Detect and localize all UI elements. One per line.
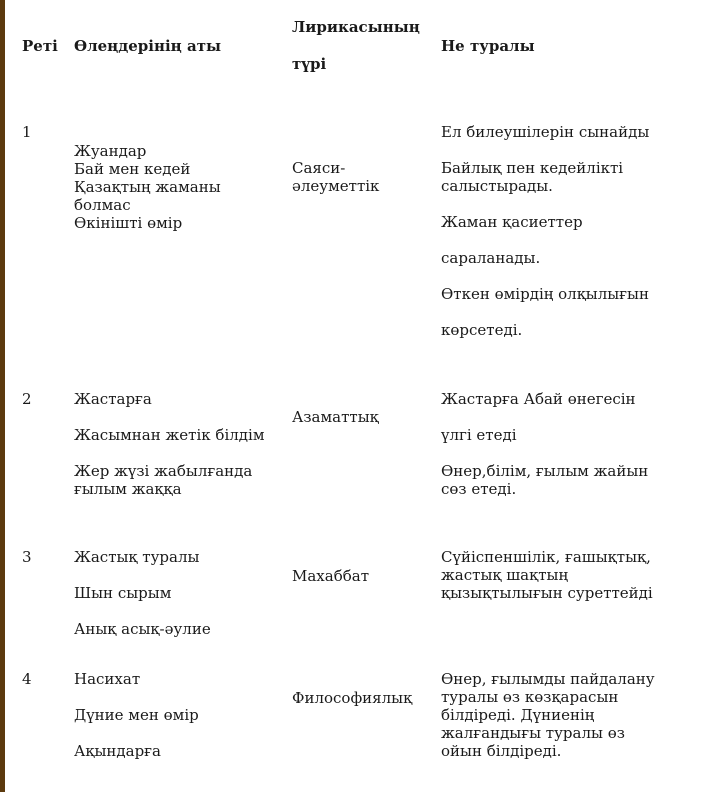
header-type-line1: Лирикасының: [292, 18, 420, 36]
poem-name: Жер жүзі жабылғанда: [74, 462, 253, 480]
about-text: қызықтылығын суреттейді: [441, 584, 653, 602]
row-1-num: 1: [22, 123, 32, 141]
about-text: сөз етеді.: [441, 480, 517, 498]
about-text: білдіреді. Дүниенің: [441, 706, 595, 724]
poem-name: ғылым жаққа: [74, 480, 182, 498]
row-3-about: [441, 548, 653, 602]
row-3-num: 3: [22, 548, 32, 566]
poem-name: Ақындарға: [74, 742, 161, 760]
row-1-names: [74, 142, 221, 232]
about-text: туралы өз көзқарасын: [441, 688, 619, 706]
poem-name: Дүние мен өмір: [74, 706, 199, 724]
row-2-about: [441, 390, 648, 498]
lyric-type: Махаббат: [292, 567, 370, 585]
row-4-about: [441, 670, 655, 760]
about-text: сараланады.: [441, 249, 541, 267]
poem-name: Жасымнан жетік білдім: [74, 426, 265, 444]
header-about: Не туралы: [441, 37, 535, 55]
row-1-type: [292, 159, 379, 195]
about-text: Өнер,білім, ғылым жайын: [441, 462, 649, 480]
about-text: Өткен өмірдің олқылығын: [441, 285, 649, 303]
header-type-line2: түрі: [292, 55, 327, 73]
row-1-about: [441, 123, 649, 339]
row-3-names: [74, 548, 211, 638]
row-2-type: [292, 408, 379, 426]
row-2-names: [74, 390, 264, 498]
lyric-type: Философиялық: [292, 689, 413, 707]
lyric-type: әлеуметтік: [292, 177, 380, 195]
header-names: Өлеңдерінің аты: [74, 37, 222, 55]
left-border-bar: [0, 0, 5, 792]
poem-name: Қазақтың жаманы: [74, 178, 221, 196]
poem-name: Жастық туралы: [74, 548, 200, 566]
poem-name: Анық асық-әулие: [74, 620, 211, 638]
poem-name: Насихат: [74, 670, 141, 688]
about-text: үлгі етеді: [441, 426, 517, 444]
row-4-num: 4: [22, 670, 32, 688]
lyric-type: Саяси-: [292, 159, 346, 177]
about-text: Өнер, ғылымды пайдалану: [441, 670, 655, 688]
header-num: Реті: [22, 37, 58, 55]
poem-name: Өкінішті өмір: [74, 214, 183, 232]
about-text: салыстырады.: [441, 177, 553, 195]
about-text: жастық шақтың: [441, 566, 569, 584]
poem-name: Жуандар: [74, 142, 147, 160]
row-2-num: 2: [22, 390, 32, 408]
about-text: жалғандығы туралы өз: [441, 724, 625, 742]
poem-name: Шын сырым: [74, 584, 172, 602]
about-text: Байлық пен кедейлікті: [441, 159, 624, 177]
row-4-type: [292, 689, 412, 707]
row-4-names: [74, 670, 199, 760]
about-text: Сүйіспеншілік, ғашықтық,: [441, 548, 651, 566]
about-text: ойын білдіреді.: [441, 742, 562, 760]
about-text: көрсетеді.: [441, 321, 523, 339]
about-text: Жаман қасиеттер: [441, 213, 583, 231]
poem-name: Бай мен кедей: [74, 160, 191, 178]
lyric-type: Азаматтық: [292, 408, 379, 426]
poem-name: болмас: [74, 196, 131, 214]
poem-name: Жастарға: [74, 390, 152, 408]
about-text: Жастарға Абай өнегесін: [441, 390, 636, 408]
row-3-type: [292, 567, 369, 585]
about-text: Ел билеушілерін сынайды: [441, 123, 650, 141]
